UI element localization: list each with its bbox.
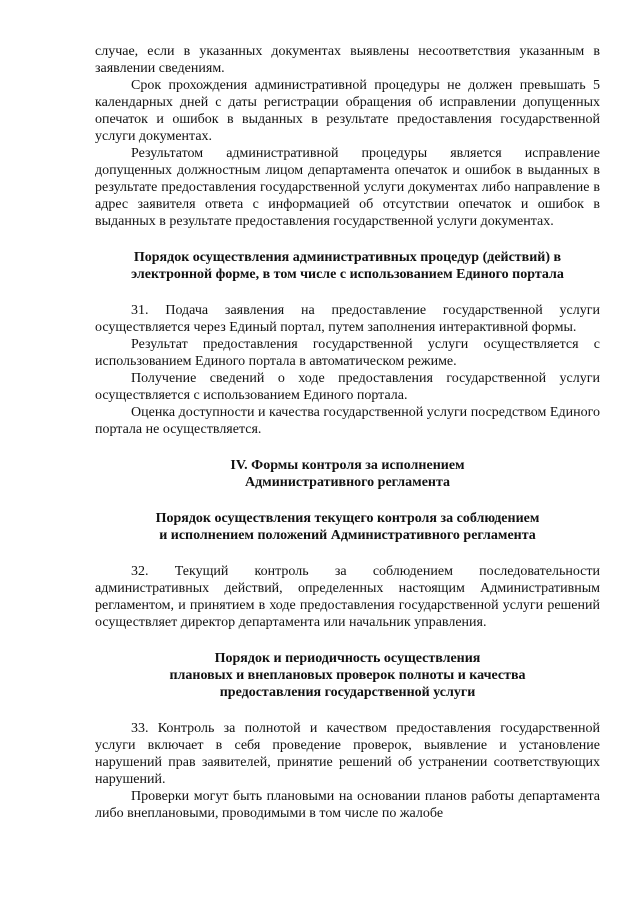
paragraph-deadline: Срок прохождения административной процедуры не должен превышать 5 календарных дней с даты регистрации обращения об исправлении допущенных опечаток и ошибок в выданных в результате предоставления государственной услуги документах.	[95, 78, 600, 144]
heading-line: электронной форме, в том числе с использованием Единого портала	[131, 267, 564, 282]
heading-line: предоставления государственной услуги	[219, 685, 476, 700]
heading-line: плановых и внеплановых проверок полноты и качества	[169, 668, 526, 683]
paragraph-32: 32. Текущий контроль за соблюдением последовательности административных действий, определенных настоящим Административным регламентом, и принятием в ходе предоставления государственной услуги решений осуществляет директор департамента или начальник управления.	[95, 564, 600, 630]
heading-electronic-procedures	[95, 249, 600, 283]
paragraph-31-evaluation: Оценка доступности и качества государственной услуги посредством Единого портала не осуществляется.	[95, 405, 600, 437]
paragraph-continuation: случае, если в указанных документах выявлены несоответствия указанным в заявлении сведениям.	[95, 44, 600, 76]
document-body	[95, 43, 600, 822]
heading-line: Административного регламента	[244, 475, 451, 490]
heading-line: Порядок и периодичность осуществления	[214, 651, 481, 666]
paragraph-33-inspections: Проверки могут быть плановыми на основании планов работы департамента либо внеплановыми, проводимыми в том числе по жалобе	[95, 789, 600, 821]
heading-current-control	[95, 510, 600, 544]
heading-inspections	[95, 650, 600, 701]
heading-line: Порядок осуществления текущего контроля за соблюдением	[155, 511, 540, 526]
heading-line: Порядок осуществления административных процедур (действий) в	[133, 250, 562, 265]
paragraph-31-result: Результат предоставления государственной услуги осуществляется с использованием Единого портала в автоматическом режиме.	[95, 337, 600, 369]
paragraph-result: Результатом административной процедуры является исправление допущенных должностным лицом департамента опечаток и ошибок в выданных в результате предоставления государственной услуги документах либо направление в адрес заявителя ответа с информацией об отсутствии опечаток и ошибок в выданных в результате предоставления государственной услуги документах.	[95, 146, 600, 229]
heading-line: и исполнением положений Административного регламента	[159, 528, 536, 543]
paragraph-31-info: Получение сведений о ходе предоставления государственной услуги осуществляется с использованием Единого портала.	[95, 371, 600, 403]
paragraph-33: 33. Контроль за полнотой и качеством предоставления государственной услуги включает в себя проведение проверок, выявление и установление нарушений прав заявителей, принятие решений об устранении соответствующих нарушений.	[95, 721, 600, 787]
heading-section-iv	[95, 457, 600, 491]
paragraph-31: 31. Подача заявления на предоставление государственной услуги осуществляется через Единый портал, путем заполнения интерактивной формы.	[95, 303, 600, 335]
heading-line: IV. Формы контроля за исполнением	[230, 458, 465, 473]
